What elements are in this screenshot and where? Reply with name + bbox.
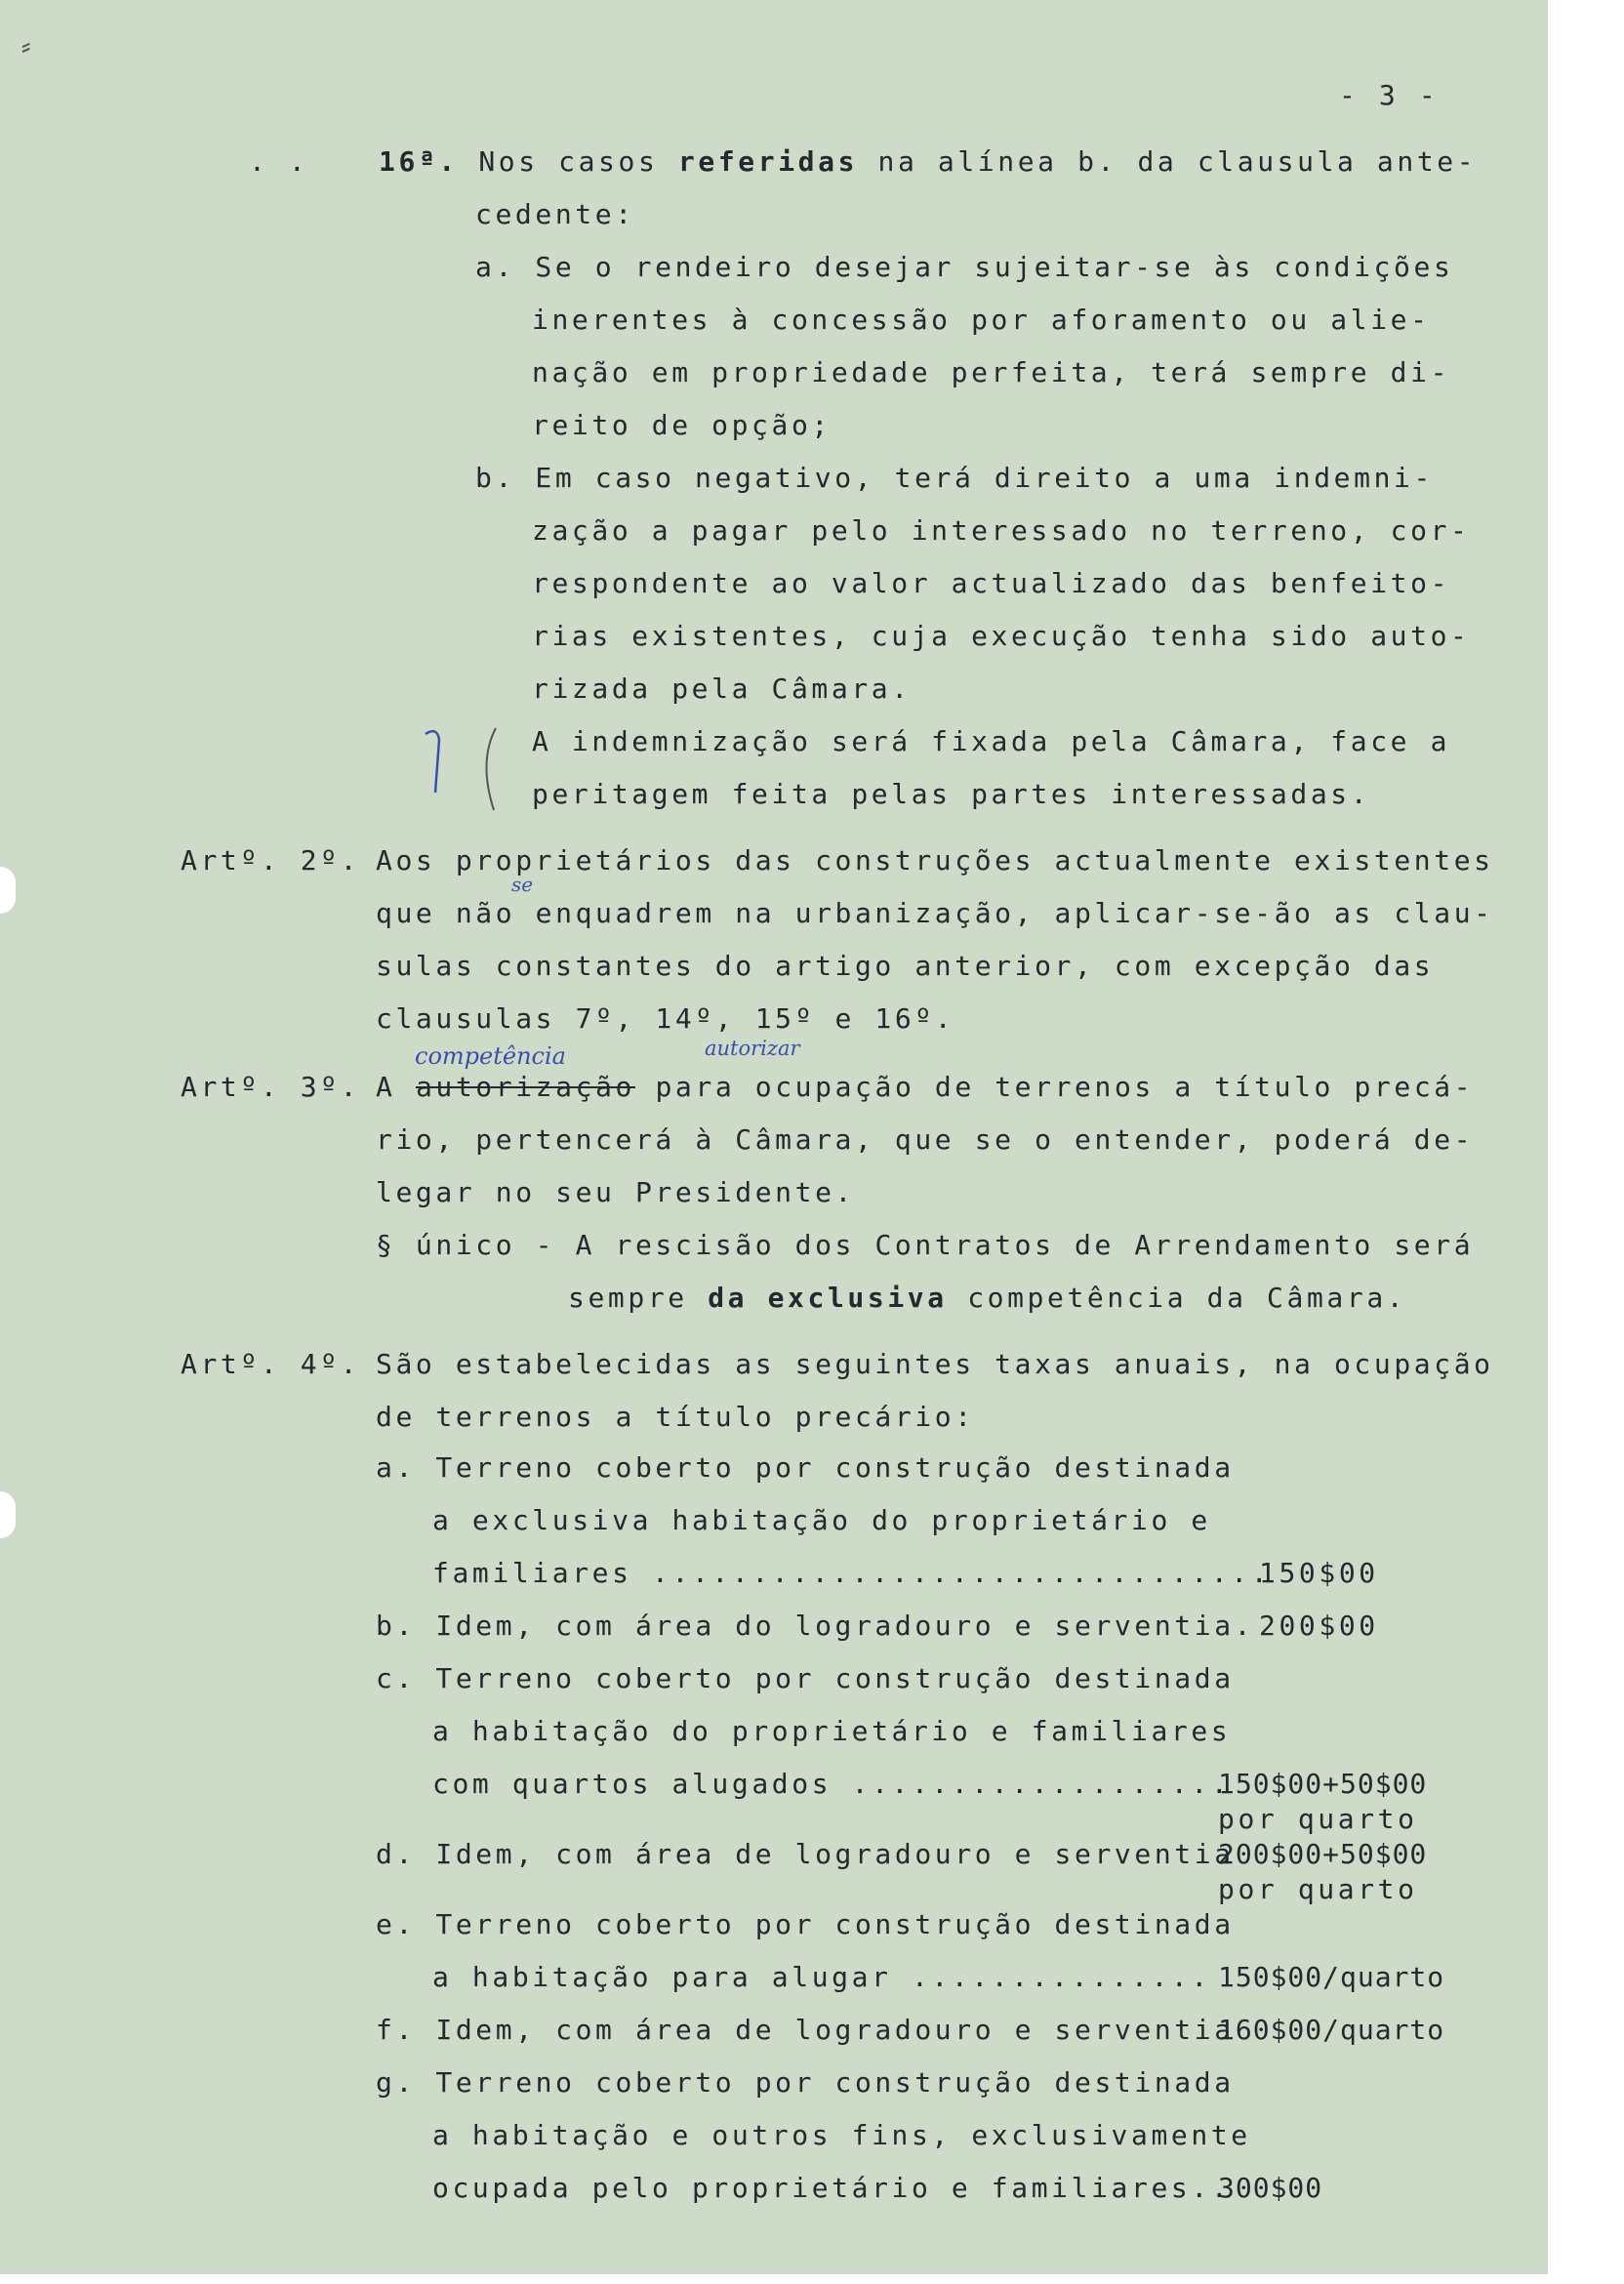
art-2-handwritten-insert: se	[511, 873, 534, 896]
clause-16-intro-bold: referidas	[677, 145, 859, 178]
punch-hole	[0, 1491, 16, 1538]
art-4-item-g-line: a habitação e outros fins, exclusivamente	[432, 2119, 1251, 2151]
art-4-label: Artº. 4º.	[181, 1348, 361, 1380]
art-2-line: que não enquadrem na urbanização, aplicar-se-ão as clau-	[376, 897, 1494, 929]
art-4-item-c-amount: 150$00+50$00	[1218, 1768, 1428, 1800]
clause-16-line-2: cedente:	[475, 198, 635, 230]
clause-16-a-line: reito de opção;	[532, 409, 832, 441]
art-3-paragraph-line-2	[568, 1282, 1407, 1314]
page-number: - 3 -	[1339, 79, 1440, 111]
art-4-item-a-line: familiares ...............................	[432, 1557, 1272, 1589]
art-4-intro-line: de terrenos a título precário:	[376, 1401, 975, 1433]
art-3-handwritten-autorizar: autorizar	[705, 1037, 800, 1060]
art-3-paragraph-line-1	[376, 1229, 1475, 1261]
art-4-item-g-line: ocupada pelo proprietário e familiares..	[432, 2172, 1232, 2204]
art-4-item-a-amount: 150$00	[1259, 1557, 1379, 1589]
art-3-label: Artº. 3º.	[181, 1071, 361, 1103]
art-2-label: Artº. 2º.	[181, 844, 361, 877]
art-2-line: clausulas 7º, 14º, 15º e 16º.	[376, 1002, 955, 1035]
art-4-item-a-line: a. Terreno coberto por construção destinada	[376, 1451, 1235, 1484]
clause-16-b-line: zação a pagar pelo interessado no terreno, cor-	[532, 514, 1471, 547]
art-3-line: legar no seu Presidente.	[376, 1176, 855, 1208]
art-2-line: sulas constantes do artigo anterior, com excepção das	[376, 950, 1435, 982]
art-4-item-c-note: por quarto	[1218, 1803, 1418, 1835]
art-4-item-g-line: g. Terreno coberto por construção destinada	[376, 2066, 1235, 2099]
clause-16-number: 16ª.	[379, 145, 459, 178]
art-3-line-1	[376, 1071, 1475, 1103]
clause-16-line-1	[379, 145, 1478, 178]
punch-hole	[0, 867, 16, 914]
clause-16-a-line: nação em propriedade perfeita, terá sempre di-	[532, 356, 1451, 388]
clause-16-intro: Nos casos	[478, 145, 659, 178]
art-4-item-a-line: a exclusiva habitação do proprietário e	[432, 1504, 1211, 1536]
clause-16-b-line: rias existentes, cuja execução tenha sido auto-	[532, 620, 1471, 652]
art-3-struck-word: autorização	[415, 1071, 635, 1103]
art-3-paragraph-label: § único -	[376, 1229, 556, 1261]
corner-mark: ⸗	[21, 29, 31, 61]
art-3-paragraph-sempre: sempre	[568, 1282, 688, 1314]
art-2-line: Aos proprietários das construções actualmente existentes	[376, 844, 1494, 877]
art-4-item-f-amount: 160$00/quarto	[1218, 2014, 1445, 2046]
art-3-line: rio, pertencerá à Câmara, que se o entender, poderá de-	[376, 1123, 1475, 1156]
clause-16-a-line: a. Se o rendeiro desejar sujeitar-se às condições	[475, 251, 1454, 283]
art-4-item-c-line: com quartos alugados ...................	[432, 1768, 1232, 1800]
clause-16-intro-rest: na alínea b. da clausula ante-	[877, 145, 1478, 178]
art-4-item-b-line: b. Idem, com área do logradouro e serventia.	[376, 1610, 1255, 1642]
art-3-line-1-rest: para ocupação de terrenos a título precá-	[655, 1071, 1475, 1103]
art-4-item-g-amount: 300$00	[1218, 2172, 1323, 2204]
art-4-item-b-amount: 200$00	[1259, 1610, 1379, 1642]
art-4-item-e-line: e. Terreno coberto por construção destinada	[376, 1908, 1235, 1940]
art-4-item-e-line: a habitação para alugar ...............	[432, 1961, 1211, 1993]
clause-16-b-line: respondente ao valor actualizado das benfeito-	[532, 567, 1451, 599]
art-4-item-d-note: por quarto	[1218, 1873, 1418, 1905]
art-4-item-f-line: f. Idem, com área de logradouro e serventia	[376, 2014, 1235, 2046]
clause-16-b-line: b. Em caso negativo, terá direito a uma indemni-	[475, 462, 1434, 494]
art-4-intro-line: São estabelecidas as seguintes taxas anuais, na ocupação	[376, 1348, 1494, 1380]
art-4-item-e-amount: 150$00/quarto	[1218, 1961, 1445, 1993]
clause-16-a-line: inerentes à concessão por aforamento ou alie-	[532, 304, 1431, 336]
art-3-article: A	[376, 1071, 396, 1103]
clause-16-final-line: A indemnização será fixada pela Câmara, face a	[532, 725, 1451, 757]
clause-16-final-line: peritagem feita pelas partes interessadas.	[532, 778, 1371, 810]
art-4-item-c-line: a habitação do proprietário e familiares	[432, 1715, 1232, 1747]
art-4-item-c-line: c. Terreno coberto por construção destinada	[376, 1662, 1235, 1694]
clause-16-b-line: rizada pela Câmara.	[532, 673, 912, 705]
art-4-item-d-amount: 200$00+50$00	[1218, 1838, 1428, 1870]
art-3-paragraph-bold: da exclusiva	[708, 1282, 948, 1314]
margin-bracket-mark	[418, 722, 506, 820]
lead-dots: . .	[249, 145, 309, 178]
art-3-paragraph-text: A rescisão dos Contratos de Arrendamento será	[575, 1229, 1475, 1261]
art-3-paragraph-rest: competência da Câmara.	[967, 1282, 1407, 1314]
art-4-item-d-line: d. Idem, com área de logradouro e serventia	[376, 1838, 1235, 1870]
art-3-handwritten-competencia: competência	[415, 1042, 566, 1070]
